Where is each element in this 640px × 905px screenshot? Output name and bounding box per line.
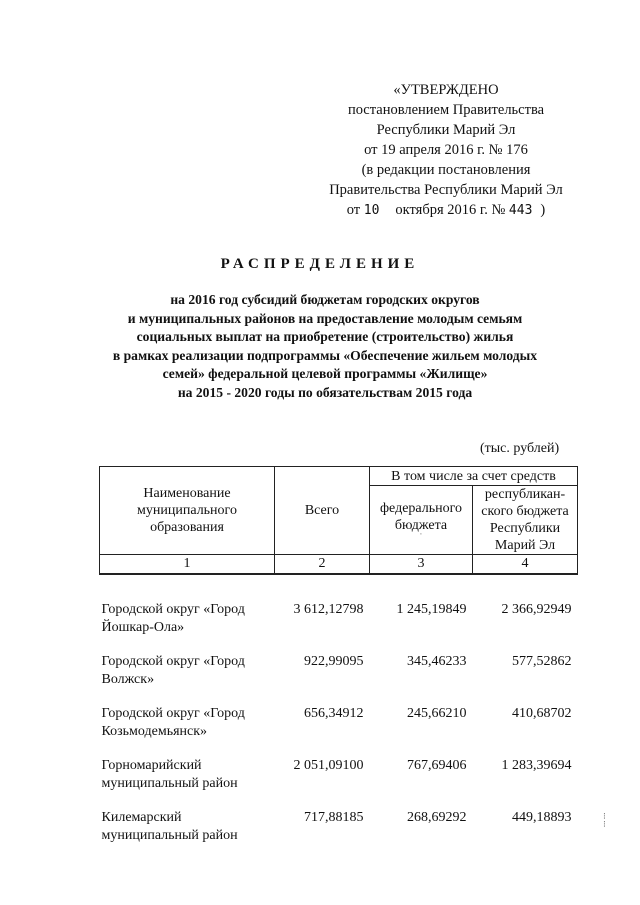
subtitle-line: и муниципальных районов на предоставление молодым семьям: [127, 310, 523, 326]
table-row: [100, 809, 578, 861]
approval-line: Республики Марий Эл: [376, 122, 516, 138]
header-name: Наименование муниципального образования: [100, 467, 275, 555]
units-label: (тыс. рублей): [480, 441, 560, 456]
municipality-name: Городской округ «Город Козьмодемьянск»: [101, 706, 245, 739]
header-republic: республикан-ского бюджета Республики Марий Эл: [473, 486, 578, 555]
municipality-name: Городской округ «Город Волжск»: [101, 654, 245, 687]
municipality-name: Килемарский муниципальный район: [101, 810, 238, 843]
federal-value: 345,46233: [407, 654, 467, 669]
date-day: 10: [363, 203, 380, 218]
republic-value: 577,52862: [512, 654, 572, 669]
total-value: 922,99095: [304, 654, 364, 669]
document-subtitle: [90, 291, 560, 402]
column-number: 4: [473, 555, 578, 575]
municipality-name: Городской округ «Город Йошкар-Ола»: [101, 602, 245, 635]
date-suffix: ): [540, 202, 546, 218]
amendment-date-line: [322, 200, 570, 221]
subtitle-line: социальных выплат на приобретение (строительство) жилья: [136, 329, 514, 344]
mark-tick-icon: ˈ: [419, 532, 423, 541]
subtitle-line: на 2015 - 2020 годы по обязательствам 2015 года: [177, 384, 473, 400]
total-value: 2 051,09100: [293, 758, 364, 773]
decree-number: 443: [508, 203, 533, 218]
subtitle-line: семей» федеральной целевой программы «Жилище»: [162, 366, 488, 381]
table-row: [100, 653, 578, 705]
municipality-name: Горномарийский муниципальный район: [101, 758, 238, 791]
federal-value: 767,69406: [407, 758, 467, 773]
federal-value: 245,66210: [407, 706, 467, 721]
column-number: 1: [100, 555, 275, 575]
column-number: 2: [275, 555, 370, 575]
approval-line: постановлением Правительства: [347, 102, 545, 118]
federal-value: 268,69292: [407, 810, 467, 825]
table-row: [100, 757, 578, 809]
table-row: [100, 601, 578, 653]
approval-line: от 19 апреля 2016 г. № 176: [364, 142, 528, 158]
column-number: 3: [370, 555, 473, 575]
header-group: В том числе за счет средств: [370, 467, 578, 486]
approval-line: (в редакции постановления: [361, 162, 531, 178]
total-value: 717,88185: [304, 810, 364, 825]
total-value: 656,34912: [304, 706, 364, 721]
header-total: Всего: [275, 467, 370, 555]
total-value: 3 612,12798: [293, 602, 364, 617]
approval-line: Правительства Республики Марий Эл: [329, 182, 563, 198]
subtitle-line: в рамках реализации подпрограммы «Обеспечение жильем молодых: [112, 347, 538, 363]
republic-value: 2 366,92949: [501, 602, 572, 617]
distribution-table: [99, 466, 578, 861]
subtitle-line: на 2016 год субсидий бюджетам городских округов: [170, 292, 480, 307]
approval-line: «УТВЕРЖДЕНО: [393, 82, 499, 98]
margin-scribble-icon: ⁝ ⁝: [603, 811, 606, 829]
federal-value: 1 245,19849: [396, 602, 467, 617]
republic-value: 449,18893: [512, 810, 572, 825]
date-month-year: октября 2016 г. №: [395, 202, 506, 218]
header-federal-text: федерального бюджета: [379, 501, 463, 533]
approval-stamp: [322, 80, 570, 221]
republic-value: 1 283,39694: [501, 758, 572, 773]
document-title: РАСПРЕДЕЛЕНИЕ: [220, 256, 420, 272]
table-row: [100, 705, 578, 757]
republic-value: 410,68702: [512, 706, 572, 721]
header-federal: [370, 486, 473, 555]
date-prefix: от: [346, 202, 361, 218]
